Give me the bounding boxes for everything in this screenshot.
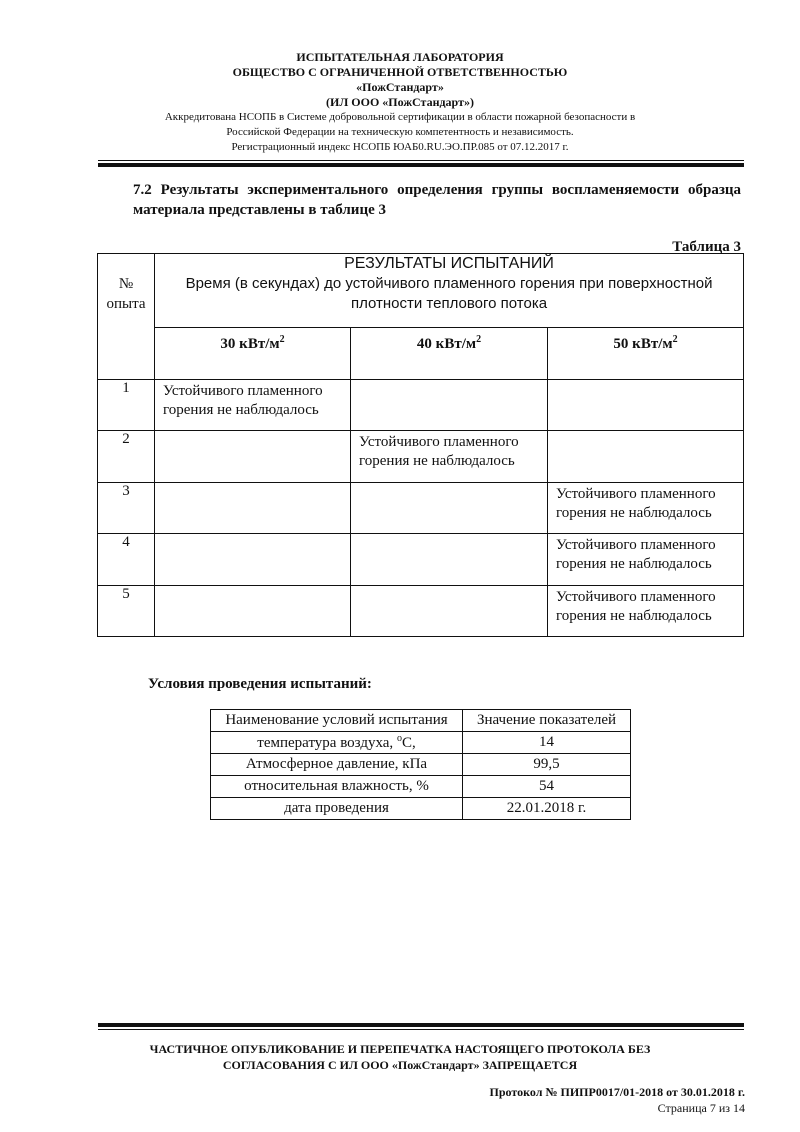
condition-name: дата проведения <box>211 798 463 820</box>
protocol-number: Протокол № ПИПР0017/01-2018 от 30.01.2018 г. <box>489 1085 745 1099</box>
org-title: ОБЩЕСТВО С ОГРАНИЧЕННОЙ ОТВЕТСТВЕННОСТЬЮ <box>232 65 568 79</box>
col-header-flux-40: 40 кВт/$м^2$ <box>351 328 548 380</box>
run-number: 3 <box>98 483 155 534</box>
registration-index: Регистрационный индекс НСОПБ ЮАБ0.RU.ЭО.ПР.085 от 07.12.2017 г. <box>231 141 569 153</box>
accreditation-line-2: Российской Федерации на техническую компетентность и независимость. <box>226 126 574 138</box>
result-cell: Устойчивого пламенного горения не наблюдалось <box>351 431 548 483</box>
table-row <box>211 754 631 776</box>
table-row <box>98 586 744 637</box>
condition-value: 22.01.2018 г. <box>463 798 631 820</box>
org-short-name: (ИЛ ООО «ПожСтандарт») <box>326 95 474 109</box>
run-number: 5 <box>98 586 155 637</box>
results-group-title: РЕЗУЛЬТАТЫ ИСПЫТАНИЙ <box>344 255 554 272</box>
notice-line-1: ЧАСТИЧНОЕ ОПУБЛИКОВАНИЕ И ПЕРЕПЕЧАТКА НАСТОЯЩЕГО ПРОТОКОЛА БЕЗ <box>149 1042 651 1056</box>
result-cell <box>155 534 351 586</box>
result-cell <box>155 483 351 534</box>
result-cell <box>155 431 351 483</box>
footer-divider <box>98 1023 744 1030</box>
table-row <box>211 732 631 754</box>
table-row <box>98 483 744 534</box>
col-header-flux-50: 50 кВт/$м^2$ <box>548 328 744 380</box>
org-name: «ПожСтандарт» <box>356 80 444 94</box>
result-cell <box>548 380 744 431</box>
header-divider <box>98 160 744 167</box>
table-row <box>98 431 744 483</box>
condition-value: 54 <box>463 776 631 798</box>
col-header-flux-30: 30 кВт/$м^2$ <box>155 328 351 380</box>
conditions-table <box>210 709 631 820</box>
table-caption: Таблица 3 <box>672 239 741 255</box>
result-cell <box>351 380 548 431</box>
lab-title: ИСПЫТАТЕЛЬНАЯ ЛАБОРАТОРИЯ <box>296 50 504 64</box>
run-number: 1 <box>98 380 155 431</box>
condition-name: Атмосферное давление, кПа <box>211 754 463 776</box>
condition-value: 99,5 <box>463 754 631 776</box>
result-cell: Устойчивого пламенного горения не наблюдалось <box>548 483 744 534</box>
table-row <box>211 798 631 820</box>
col-header-condition: Наименование условий испытания <box>211 710 463 732</box>
results-group-subtitle: Время (в секундах) до устойчивого пламенного горения при поверхностной плотности теплового потока <box>185 275 713 312</box>
publication-notice <box>60 1041 740 1073</box>
run-number: 4 <box>98 534 155 586</box>
col-header-value: Значение показателей <box>463 710 631 732</box>
condition-value: 14 <box>463 732 631 754</box>
accreditation-line-1: Аккредитована НСОПБ в Системе добровольной сертификации в области пожарной безопасности в <box>164 111 636 123</box>
result-cell <box>351 483 548 534</box>
result-cell: Устойчивого пламенного горения не наблюдалось <box>155 380 351 431</box>
result-cell: Устойчивого пламенного горения не наблюдалось <box>548 534 744 586</box>
notice-line-2: СОГЛАСОВАНИЯ С ИЛ ООО «ПожСтандарт» ЗАПРЕЩАЕТСЯ <box>222 1058 578 1072</box>
conditions-title: Условия проведения испытаний: <box>148 676 372 692</box>
page-number: Страница 7 из 14 <box>657 1101 745 1115</box>
result-cell <box>351 586 548 637</box>
result-cell <box>351 534 548 586</box>
table-row <box>98 534 744 586</box>
run-number: 2 <box>98 431 155 483</box>
condition-name: относительная влажность, % <box>211 776 463 798</box>
table-row <box>211 776 631 798</box>
col-header-run-no: № опыта <box>98 254 155 380</box>
section-title: 7.2 Результаты экспериментального определения группы воспламеняемости образца материала представлены в таблице 3 <box>133 182 741 218</box>
results-group-header <box>155 254 744 328</box>
result-cell <box>548 431 744 483</box>
results-table <box>97 253 744 637</box>
table-row <box>98 380 744 431</box>
condition-name: температура воздуха, $^o$С, <box>211 732 463 754</box>
result-cell: Устойчивого пламенного горения не наблюдалось <box>548 586 744 637</box>
document-header <box>60 50 740 155</box>
result-cell <box>155 586 351 637</box>
